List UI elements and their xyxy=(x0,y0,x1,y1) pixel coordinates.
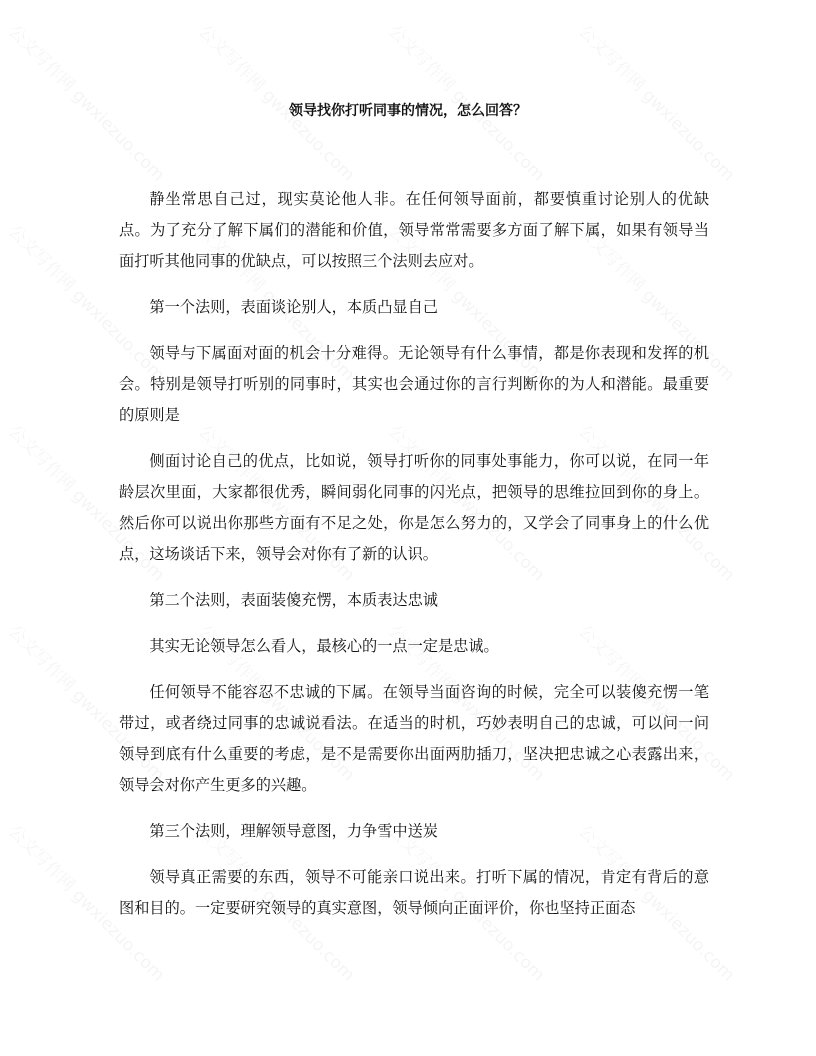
section-heading-rule-3: 第三个法则，理解领导意图，力争雪中送炭 xyxy=(149,822,438,840)
paragraph: 侧面讨论自己的优点，比如说，领导打听你的同事处事能力，你可以说，在同一年龄层次里面，大家都很优秀，瞬间弱化同事的闪光点，把领导的思维拉回到你的身上。然后你可以说出你那些方面有不足之处，你是怎么努力的，又学会了同事身上的什么优点，这场谈话下来，领导会对你有了新的认识。 xyxy=(119,452,709,563)
paragraph: 任何领导不能容忍不忠诚的下属。在领导当面咨询的时候，完全可以装傻充愣一笔带过，或者绕过同事的忠诚说看法。在适当的时机，巧妙表明自己的忠诚，可以问一问领导到底有什么重要的考虑，是不是需要你出面两肋插刀，坚决把忠诚之心表露出来，领导会对你产生更多的兴趣。 xyxy=(119,683,709,794)
section-heading-rule-2: 第二个法则，表面装傻充愣，本质表达忠诚 xyxy=(149,591,438,609)
document-title: 领导找你打听同事的情况，怎么回答？ xyxy=(289,103,527,119)
paragraph: 其实无论领导怎么看人，最核心的一点一定是忠诚。 xyxy=(149,637,499,655)
section-heading-rule-1: 第一个法则，表面谈论别人，本质凸显自己 xyxy=(149,298,438,316)
paragraph-intro: 静坐常思自己过，现实莫论他人非。在任何领导面前，都要慎重讨论别人的优缺点。为了充分了解下属们的潜能和价值，领导常常需要多方面了解下属，如果有领导当面打听其他同事的优缺点，可以按照三个法则去应对。 xyxy=(119,190,709,270)
paragraph: 领导与下属面对面的机会十分难得。无论领导有什么事情，都是你表现和发挥的机会。特别是领导打听别的同事时，其实也会通过你的言行判断你的为人和潜能。最重要的原则是 xyxy=(119,344,709,424)
paragraph: 领导真正需要的东西，领导不可能亲口说出来。打听下属的情况，肯定有背后的意图和目的。一定要研究领导的真实意图，领导倾向正面评价，你也坚持正面态 xyxy=(119,868,709,917)
document-body xyxy=(119,184,709,939)
